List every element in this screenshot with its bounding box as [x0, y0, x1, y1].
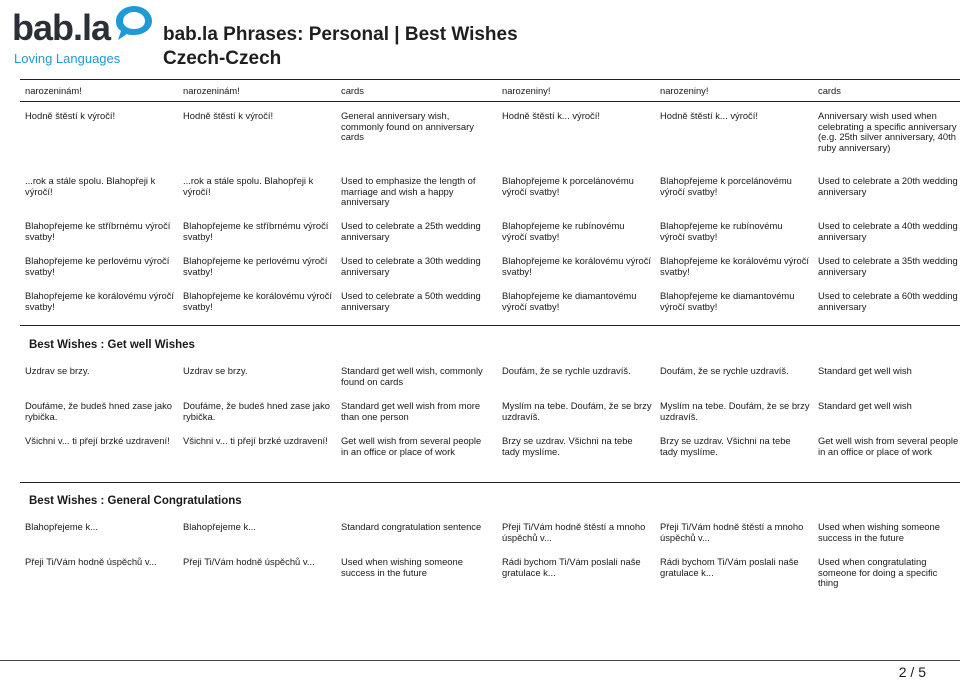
phrase-target: Blahopřejeme ke diamantovému výročí svatby! — [660, 290, 795, 312]
phrase-usage: Used to celebrate a 20th wedding anniversary — [818, 175, 958, 197]
phrase-source: ...rok a stále spolu. Blahopřeji k výročí! — [25, 175, 156, 197]
phrase-source: Doufáme, že budeš hned zase jako rybička. — [25, 400, 172, 422]
phrase-target: Blahopřejeme ke stříbrnému výročí svatby! — [183, 220, 329, 242]
phrase-source: Blahopřejeme k porcelánovému výročí svatby! — [502, 175, 634, 197]
phrase-source: Hodně štěstí k výročí! — [25, 110, 116, 121]
section-title-congratulations: Best Wishes : General Congratulations — [29, 495, 242, 507]
phrase-usage: Get well wish from several people in an office or place of work — [818, 435, 959, 457]
phrase-source: Blahopřejeme k... — [25, 521, 98, 532]
phrase-usage: Used when congratulating someone for doing a specific thing — [818, 556, 938, 589]
phrase-source: Blahopřejeme ke stříbrnému výročí svatby! — [25, 220, 171, 242]
phrase-usage: Used to emphasize the length of marriage and wish a happy anniversary — [341, 175, 476, 208]
phrase-usage: Anniversary wish used when celebrating a specific anniversary (e.g. 25th silver anniversary, 40th ruby anniversary) — [818, 110, 957, 153]
phrase-usage: Used to celebrate a 35th wedding anniversary — [818, 255, 958, 277]
phrase-source: Hodně štěstí k... výročí! — [502, 110, 600, 121]
phrase-usage: Used when wishing someone success in the future — [818, 521, 940, 543]
page-title: bab.la Phrases: Personal | Best Wishes — [163, 24, 518, 45]
phrase-target: Blahopřejeme ke korálovému výročí svatby! — [183, 290, 333, 312]
phrase-source: Rádi bychom Ti/Vám poslali naše gratulace k... — [502, 556, 641, 578]
phrase-usage: Standard get well wish — [818, 365, 912, 376]
phrase-source: Uzdrav se brzy. — [25, 365, 90, 376]
header-cell: cards — [341, 85, 364, 96]
phrase-target: Brzy se uzdrav. Všichni na tebe tady myslíme. — [660, 435, 791, 457]
phrase-target: Blahopřejeme k... — [183, 521, 256, 532]
phrase-source: Blahopřejeme ke rubínovému výročí svatby! — [502, 220, 625, 242]
phrase-target: Blahopřejeme ke rubínovému výročí svatby! — [660, 220, 783, 242]
phrase-usage: Standard get well wish from more than one person — [341, 400, 481, 422]
phrase-usage: Standard get well wish — [818, 400, 912, 411]
phrase-source: Blahopřejeme ke perlovému výročí svatby! — [25, 255, 170, 277]
phrase-usage: Used to celebrate a 50th wedding anniversary — [341, 290, 481, 312]
phrase-source: Blahopřejeme ke diamantovému výročí svatby! — [502, 290, 637, 312]
header-cell: cards — [818, 85, 841, 96]
phrase-usage: Get well wish from several people in an office or place of work — [341, 435, 482, 457]
header-divider — [20, 79, 960, 80]
table-divider — [20, 101, 960, 102]
header-cell: narozeninám! — [183, 85, 240, 96]
phrase-usage: General anniversary wish, commonly found on anniversary cards — [341, 110, 474, 143]
phrase-target: Uzdrav se brzy. — [183, 365, 248, 376]
phrase-source: Přeji Ti/Vám hodně štěstí a mnoho úspěchů v... — [502, 521, 646, 543]
phrase-usage: Used to celebrate a 25th wedding anniversary — [341, 220, 481, 242]
phrase-target: Blahopřejeme ke perlovému výročí svatby! — [183, 255, 328, 277]
phrase-usage: Used to celebrate a 40th wedding anniversary — [818, 220, 958, 242]
phrase-target: Hodně štěstí k výročí! — [183, 110, 274, 121]
babla-logo[interactable] — [12, 4, 152, 70]
section-divider — [20, 325, 960, 326]
language-pair: Czech-Czech — [163, 48, 282, 69]
section-title-get-well: Best Wishes : Get well Wishes — [29, 339, 195, 351]
header-cell: narozeniny! — [502, 85, 551, 96]
phrase-target: Blahopřejeme ke korálovému výročí svatby! — [660, 255, 810, 277]
phrase-target: Přeji Ti/Vám hodně štěstí a mnoho úspěchů v... — [660, 521, 804, 543]
phrase-target: Doufám, že se rychle uzdravíš. — [660, 365, 789, 376]
page-number: 2 / 5 — [898, 664, 926, 680]
logo-tagline: Loving Languages — [14, 51, 121, 66]
phrase-target: Doufáme, že budeš hned zase jako rybička. — [183, 400, 330, 422]
phrase-source: Blahopřejeme ke korálovému výročí svatby! — [502, 255, 652, 277]
phrase-source: Myslím na tebe. Doufám, že se brzy uzdravíš. — [502, 400, 652, 422]
logo-wordmark: bab.la — [12, 7, 111, 48]
phrase-target: Přeji Ti/Vám hodně úspěchů v... — [183, 556, 315, 567]
phrase-target: Blahopřejeme k porcelánovému výročí svatby! — [660, 175, 792, 197]
phrase-target: Hodně štěstí k... výročí! — [660, 110, 758, 121]
phrase-source: Přeji Ti/Vám hodně úspěchů v... — [25, 556, 157, 567]
phrase-source: Všichni v... ti přejí brzké uzdravení! — [25, 435, 170, 446]
phrase-usage: Standard congratulation sentence — [341, 521, 482, 532]
phrase-source: Brzy se uzdrav. Všichni na tebe tady myslíme. — [502, 435, 633, 457]
phrase-usage: Standard get well wish, commonly found on cards — [341, 365, 483, 387]
phrase-source: Blahopřejeme ke korálovému výročí svatby! — [25, 290, 175, 312]
speech-bubble-icon — [114, 4, 154, 42]
phrase-usage: Used to celebrate a 30th wedding anniversary — [341, 255, 481, 277]
phrase-usage: Used to celebrate a 60th wedding anniversary — [818, 290, 958, 312]
section-divider — [20, 482, 960, 483]
phrase-target: Rádi bychom Ti/Vám poslali naše gratulace k... — [660, 556, 799, 578]
footer-divider — [0, 660, 960, 661]
header-cell: narozeniny! — [660, 85, 709, 96]
page-header — [0, 0, 960, 78]
phrase-target: Myslím na tebe. Doufám, že se brzy uzdravíš. — [660, 400, 810, 422]
header-cell: narozeninám! — [25, 85, 82, 96]
phrase-target: Všichni v... ti přejí brzké uzdravení! — [183, 435, 328, 446]
phrase-target: ...rok a stále spolu. Blahopřeji k výročí! — [183, 175, 314, 197]
phrase-source: Doufám, že se rychle uzdravíš. — [502, 365, 631, 376]
phrase-usage: Used when wishing someone success in the future — [341, 556, 463, 578]
